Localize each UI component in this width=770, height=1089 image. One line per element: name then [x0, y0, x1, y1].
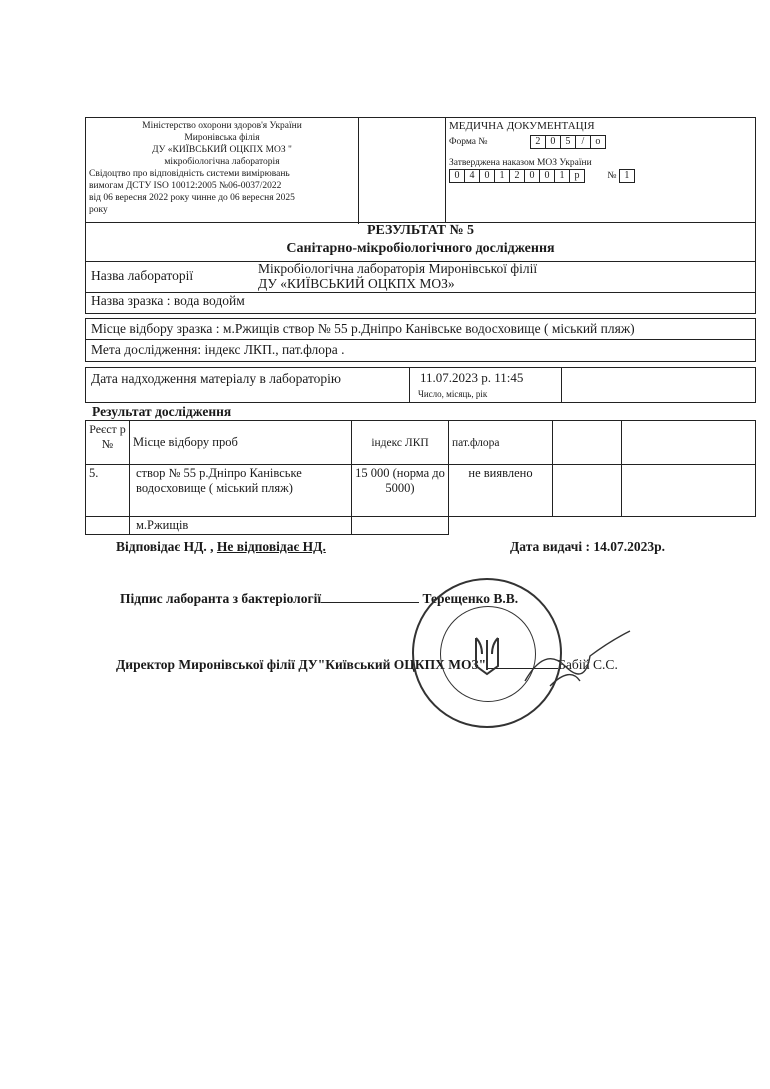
director-name: Бабій С.С. [558, 657, 618, 672]
cell-empty [449, 517, 553, 535]
purpose-text: Мета дослідження: індекс ЛКП., пат.флора . [91, 342, 345, 357]
cell-empty [622, 517, 756, 535]
order-cell: 4 [465, 170, 480, 182]
conformity-no: Не відповідає НД. [216, 539, 326, 554]
header-empty-1 [553, 421, 622, 465]
header-reg: Реєст р № [86, 421, 130, 465]
header-place: Місце відбору проб [130, 421, 352, 465]
lab-name-value [258, 261, 537, 291]
cell-lkp: 15 000 (норма до 5000) [352, 465, 449, 517]
order-cell: 1 [495, 170, 510, 182]
results-table [85, 420, 756, 535]
cell-reg: 5. [86, 465, 130, 517]
header-lkp: індекс ЛКП [352, 421, 449, 465]
lab-name-row [85, 261, 756, 293]
result-subtitle: Санітарно-мікробіологічного дослідження [286, 241, 555, 256]
result-title: РЕЗУЛЬТАТ № 5 [366, 223, 475, 238]
approved-text: Затверджена наказом МОЗ України [449, 158, 592, 168]
header-empty-2 [622, 421, 756, 465]
org-text: ДУ «КИЇВСЬКИЙ ОЦКПХ МОЗ " [152, 145, 292, 155]
form-label: Форма № [449, 137, 488, 148]
lab-name-value-1: Мікробіологічна лабораторія Миронівської філії [258, 261, 538, 276]
signature-scribble [520, 626, 640, 696]
order-cell: 0 [540, 170, 555, 182]
cell-flora: не виявлено [449, 465, 553, 517]
conformity-yes: Відповідає НД. , [116, 539, 217, 554]
form-cell: о [595, 136, 601, 147]
lab-signature-label: Підпис лаборанта з бактеріології [120, 591, 322, 606]
header-flora: пат.флора [449, 421, 553, 465]
order-cell: 1 [555, 170, 570, 182]
order-cell: 0 [525, 170, 540, 182]
cert-line-2: вимогам ДСТУ ISO 10012:2005 №06-0037/2022 [89, 181, 282, 191]
order-cell: р [574, 170, 580, 181]
date-value: 11.07.2023 р. 11:45 [420, 370, 524, 385]
cert-line-1: Свідоцтво про відповідність системи вимірювань [89, 169, 290, 179]
form-cell: 2 [531, 136, 546, 148]
form-cell: 0 [546, 136, 561, 148]
purpose-row [85, 340, 756, 362]
cell-empty [352, 517, 449, 535]
date-label: Дата надходження матеріалу в лабораторію [91, 371, 342, 386]
director-label: Директор Миронівської філії ДУ"Київський ОЦКПХ МОЗ" [116, 657, 487, 672]
cell-empty [553, 517, 622, 535]
ministry-text: Міністерство охорони здоров'я України [142, 121, 302, 131]
form-cell: / [576, 136, 591, 148]
cell-empty [86, 517, 130, 535]
form-cell: 5 [561, 136, 576, 148]
issue-date: Дата видачі : 14.07.2023р. [510, 539, 665, 554]
date-caption: Число, місяць, рік [418, 389, 488, 399]
cell-place: створ № 55 р.Дніпро Канівське водосховище ( міський пляж) [130, 465, 352, 517]
sample-text: Назва зразка : вода водойм [91, 293, 245, 308]
place-row [85, 318, 756, 340]
cert-line-3: від 06 вересня 2022 року чинне до 06 вересня 2025 [89, 193, 295, 203]
cell-empty-2 [622, 465, 756, 517]
table-row [86, 465, 756, 517]
order-no-cell: 1 [619, 169, 635, 183]
lab-text: мікробіологічна лабораторія [164, 157, 280, 167]
header-blank-column [358, 118, 446, 222]
order-cells [449, 169, 585, 183]
table-header-row [86, 421, 756, 465]
lab-signature-name: Терещенко В.В. [422, 591, 519, 606]
order-cell: 0 [480, 170, 495, 182]
place-text: Місце відбору зразка : м.Ржищів створ № 55 р.Дніпро Канівське водосховище ( міський пляж) [91, 321, 635, 336]
date-cell [409, 367, 562, 403]
lab-name-label: Назва лабораторії [91, 268, 194, 283]
cert-line-4: року [89, 205, 108, 215]
med-doc-block [445, 118, 755, 226]
order-cell: 0 [450, 170, 465, 182]
order-cell: 2 [510, 170, 525, 182]
cell-place-extra: м.Ржищів [130, 517, 352, 535]
med-doc-title: МЕДИЧНА ДОКУМЕНТАЦІЯ [449, 120, 595, 132]
branch-text: Миронівська філія [184, 133, 260, 143]
conformity-line [116, 539, 326, 555]
lab-name-value-2: ДУ «КИЇВСЬКИЙ ОЦКПХ МОЗ» [258, 276, 455, 291]
form-number-cells [530, 135, 606, 149]
sample-row [85, 292, 756, 314]
title-block [85, 222, 756, 262]
issuer-block [86, 118, 359, 224]
table-row [86, 517, 756, 535]
results-title: Результат дослідження [92, 404, 232, 419]
cell-empty-1 [553, 465, 622, 517]
document-header [85, 117, 756, 223]
date-row [85, 367, 756, 403]
order-no-label: № [607, 171, 617, 182]
